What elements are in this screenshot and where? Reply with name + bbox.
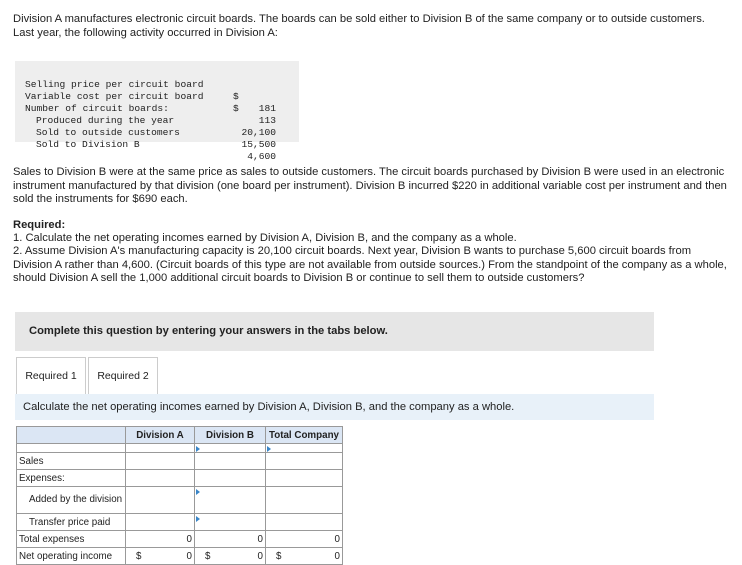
input-added-b[interactable]: [195, 487, 266, 514]
required-item-1: 1. Calculate the net operating incomes earned by Division A, Division B, and the company as a whole.: [13, 232, 517, 244]
currency-symbol: $: [205, 551, 211, 562]
dropdown-marker-icon: [196, 516, 200, 522]
income-table: [16, 426, 343, 565]
data-row-sold-division-b: Sold to Division B 4,600: [36, 139, 276, 162]
tab-required-1[interactable]: Required 1: [16, 357, 86, 394]
total-expenses-total: 0: [266, 531, 343, 548]
label-expenses: Expenses:: [17, 470, 126, 487]
label-net-operating-income: Net operating income: [17, 548, 126, 565]
input-transfer-total[interactable]: [266, 514, 343, 531]
header-blank: [17, 427, 126, 444]
intro-text: Division A manufactures electronic circuit boards. The boards can be sold either to Division B of the same company or to outside customers. Last year, the following activity occurred in Division A:: [13, 13, 705, 39]
dropdown-marker-icon: [267, 446, 271, 452]
table-row-sales: [17, 453, 343, 470]
instructions-banner: Complete this question by entering your answers in the tabs below.: [15, 312, 654, 351]
total-expenses-b: 0: [195, 531, 266, 548]
net-income-total: $ 0: [266, 548, 343, 565]
dropdown-marker-icon: [196, 489, 200, 495]
data-row-variable-cost: Variable cost per circuit board $ 113: [25, 91, 276, 126]
input-sales-total[interactable]: [266, 453, 343, 470]
header-division-a: Division A: [126, 427, 195, 444]
net-income-b: $ 0: [195, 548, 266, 565]
input-sales-a[interactable]: [126, 453, 195, 470]
table-row-total-expenses: [17, 531, 343, 548]
label-added-by-division: Added by the division: [17, 487, 126, 514]
input-transfer-a[interactable]: [126, 514, 195, 531]
tab-required-2[interactable]: Required 2: [88, 357, 158, 394]
currency-symbol: $: [276, 551, 282, 562]
dropdown-marker-icon: [196, 446, 200, 452]
required-title: Required:: [13, 219, 66, 231]
header-total-company: Total Company: [266, 427, 343, 444]
input-added-total[interactable]: [266, 487, 343, 514]
net-income-a: $ 0: [126, 548, 195, 565]
table-header-row: [17, 427, 343, 444]
data-row-sold-outside: Sold to outside customers 15,500: [36, 127, 276, 150]
scenario-paragraph: Sales to Division B were at the same price as sales to outside customers. The circuit boards purchased by Division B were used in an electronic instrument manufactured by that division (one board per instrument). Division B incurred $220 in additional variable cost per instrument and then sold the instruments for $690 each.: [13, 166, 727, 205]
table-row-net-income: [17, 548, 343, 565]
input-transfer-b[interactable]: [195, 514, 266, 531]
input-sales-b[interactable]: [195, 453, 266, 470]
given-data-box: [15, 61, 299, 162]
label-total-expenses: Total expenses: [17, 531, 126, 548]
label-sales: Sales: [17, 453, 126, 470]
currency-symbol: $: [136, 551, 142, 562]
data-row-produced: Produced during the year 20,100: [36, 115, 276, 138]
row-spacer: [17, 444, 343, 453]
input-added-a[interactable]: [126, 487, 195, 514]
data-row-selling-price: Selling price per circuit board $ 181: [25, 79, 276, 114]
tab-instruction: Calculate the net operating incomes earned by Division A, Division B, and the company as a whole.: [15, 394, 654, 420]
total-expenses-a: 0: [126, 531, 195, 548]
required-item-2: 2. Assume Division A's manufacturing capacity is 20,100 circuit boards. Next year, Division B wants to purchase 5,600 circuit boards from Division A rather than 4,600. (Circuit boards of this type are not available from outside sources.) From the standpoint of the company as a whole, should Division A sell the 1,000 additional circuit boards to Division B or continue to sell them to outside customers?: [13, 245, 727, 284]
table-row-transfer: [17, 514, 343, 531]
required-list: [13, 232, 729, 285]
table-row-expenses: [17, 470, 343, 487]
header-division-b: Division B: [195, 427, 266, 444]
table-row-added: [17, 487, 343, 514]
label-transfer-price: Transfer price paid: [17, 514, 126, 531]
data-row-number-heading: Number of circuit boards:: [25, 103, 169, 114]
